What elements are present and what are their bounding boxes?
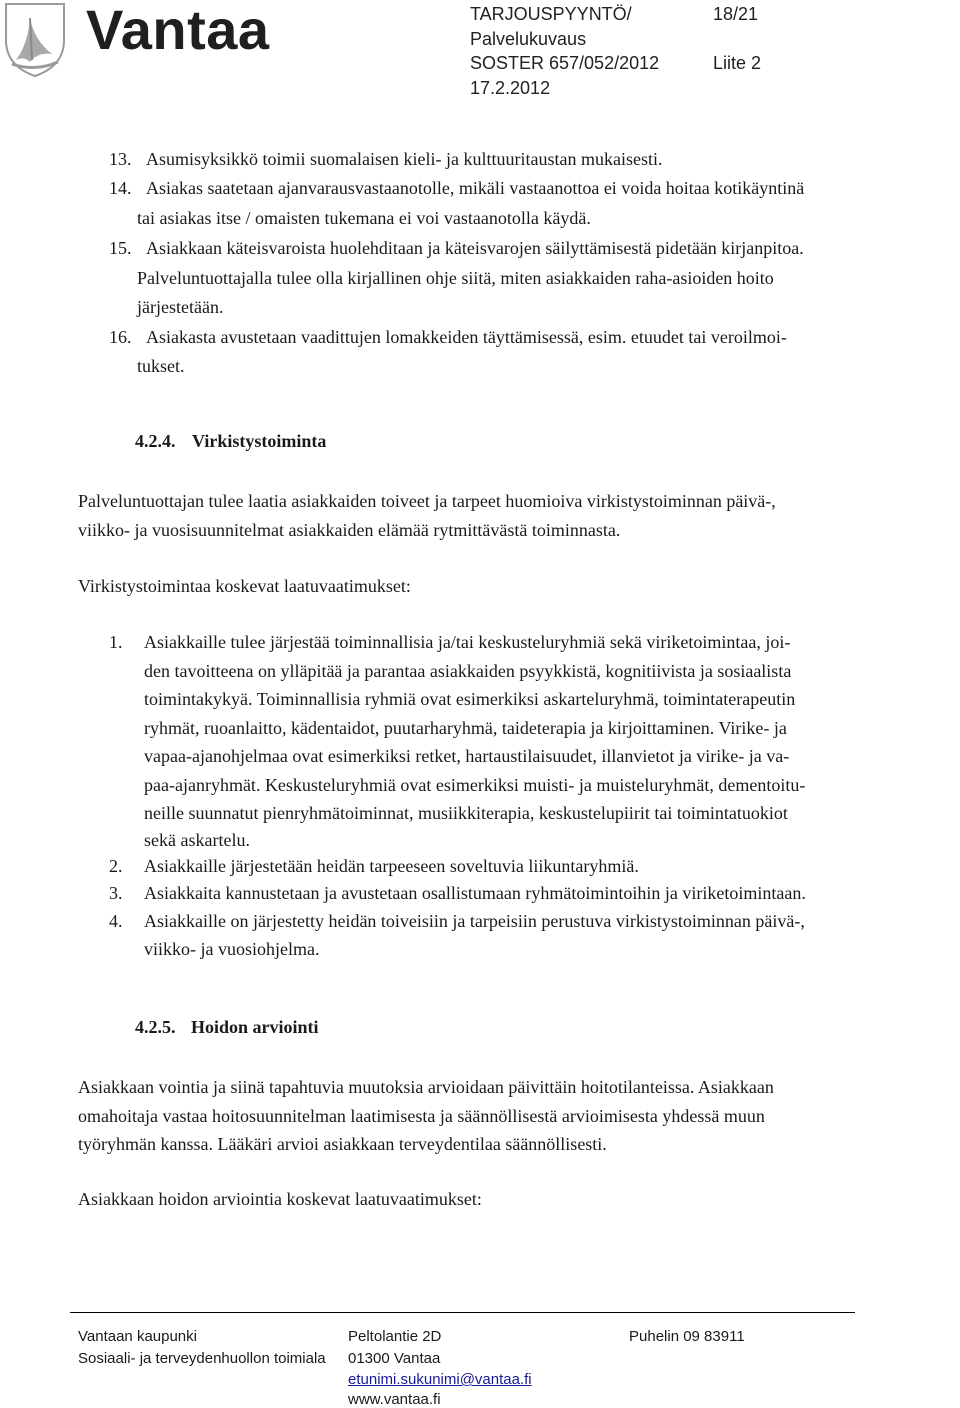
- footer-email-link[interactable]: etunimi.sukunimi@vantaa.fi: [348, 1371, 532, 1388]
- section-title: Virkistystoiminta: [192, 431, 327, 451]
- list-item-line: Asiakkaan käteisvaroista huolehditaan ja käteisvarojen säilyttämisestä pidetään kirjanpitoa.: [146, 238, 804, 258]
- list-number: 4.: [109, 911, 123, 931]
- footer-department: Sosiaali- ja terveydenhuollon toimiala: [78, 1350, 326, 1367]
- paragraph-line: viikko- ja vuosisuunnitelmat asiakkaiden elämää rytmittävästä toiminnasta.: [78, 520, 621, 540]
- list-item-line: paa-ajanryhmät. Keskusteluryhmiä ovat esimerkiksi muisti- ja muisteluryhmät, dementoitu-: [144, 775, 806, 795]
- list-item-line: den tavoitteena on ylläpitää ja parantaa asiakkaiden psyykkistä, kognitiivista ja sosiaalista: [144, 661, 792, 681]
- list-number: 15.: [109, 238, 132, 258]
- list-item-line: Palveluntuottajalla tulee olla kirjallinen ohje siitä, miten asiakkaiden raha-asioiden hoito: [137, 268, 774, 288]
- paragraph-line: Asiakkaan vointia ja siinä tapahtuvia muutoksia arvioidaan päivittäin hoitotilanteissa. Asiakkaan: [78, 1077, 774, 1097]
- paragraph-line: Palveluntuottajan tulee laatia asiakkaiden toiveet ja tarpeet huomioiva virkistystoiminnan päivä-,: [78, 491, 776, 511]
- list-number: 14.: [109, 178, 132, 198]
- doc-type: TARJOUSPYYNTÖ/: [470, 4, 632, 24]
- reference-number: SOSTER 657/052/2012: [470, 53, 660, 73]
- footer-divider: [70, 1312, 855, 1313]
- list-number: 13.: [109, 149, 132, 169]
- document-date: 17.2.2012: [470, 78, 551, 98]
- page-number: 18/21: [713, 4, 759, 24]
- vantaa-crest-logo: [0, 0, 70, 78]
- paragraph-line: työryhmän kanssa. Lääkäri arvioi asiakkaan terveydentilaa säännöllisesti.: [78, 1134, 607, 1154]
- list-number: 16.: [109, 327, 132, 347]
- footer-postal: 01300 Vantaa: [348, 1350, 441, 1367]
- list-item-line: Asiakkaita kannustetaan ja avustetaan osallistumaan ryhmätoimintoihin ja viriketoimintaan.: [144, 883, 806, 903]
- list-item-line: vapaa-ajanohjelmaa ovat esimerkiksi retket, hartaustilaisuudet, illanvietot ja virike- ja va-: [144, 746, 790, 766]
- list-item-line: toimintakykyä. Toiminnallisia ryhmiä ovat esimerkiksi askarteluryhmä, toimintaterapeutin: [144, 689, 796, 709]
- list-item-line: Asiakkaille on järjestetty heidän toiveisiin ja tarpeisiin perustuva virkistystoiminnan päivä-,: [144, 911, 805, 931]
- footer-street: Peltolantie 2D: [348, 1328, 442, 1345]
- list-item-line: järjestetään.: [137, 297, 224, 317]
- list-number: 3.: [109, 883, 123, 903]
- list-number: 2.: [109, 856, 123, 876]
- attachment-label: Liite 2: [713, 53, 762, 73]
- brand-wordmark: Vantaa: [86, 0, 270, 61]
- footer-organization: Vantaan kaupunki: [78, 1328, 197, 1345]
- list-item-line: tukset.: [137, 356, 185, 376]
- list-item-line: Asumisyksikkö toimii suomalaisen kieli- ja kulttuuritaustan mukaisesti.: [146, 149, 663, 169]
- list-item-line: Asiakkaille järjestetään heidän tarpeeseen soveltuvia liikuntaryhmiä.: [144, 856, 639, 876]
- footer-phone: Puhelin 09 83911: [629, 1328, 745, 1345]
- list-item-line: neille suunnatut pienryhmätoiminnat, musiikkiterapia, keskustelupiirit tai toimintatuokiot: [144, 803, 788, 823]
- section-title: Hoidon arviointi: [191, 1017, 319, 1037]
- list-item-line: ryhmät, ruoanlaitto, kädentaidot, puutarharyhmä, taideterapia ja kirjoittaminen. Virike- ja: [144, 718, 787, 738]
- section-number: 4.2.4.: [135, 431, 176, 451]
- list-item-line: sekä askartelu.: [144, 830, 250, 850]
- list-item-line: Asiakkaille tulee järjestää toiminnallisia ja/tai keskusteluryhmiä sekä viriketoimintaa, joi-: [144, 632, 791, 652]
- list-item-line: viikko- ja vuosiohjelma.: [144, 939, 320, 959]
- list-item-line: tai asiakas itse / omaisten tukemana ei voi vastaanotolla käydä.: [137, 208, 591, 228]
- section-number: 4.2.5.: [135, 1017, 176, 1037]
- list-item-line: Asiakasta avustetaan vaadittujen lomakkeiden täyttämisessä, esim. etuudet tai veroilmoi-: [146, 327, 787, 347]
- list-number: 1.: [109, 632, 123, 652]
- requirements-label: Asiakkaan hoidon arviointia koskevat laatuvaatimukset:: [78, 1189, 482, 1209]
- paragraph-line: omahoitaja vastaa hoitosuunnitelman laatimisesta ja säännöllisestä arvioimisesta yhdessä muun: [78, 1106, 765, 1126]
- list-item-line: Asiakas saatetaan ajanvarausvastaanotolle, mikäli vastaanottoa ei voida hoitaa kotikäyntinä: [146, 178, 805, 198]
- footer-website[interactable]: www.vantaa.fi: [348, 1391, 441, 1408]
- requirements-label: Virkistystoimintaa koskevat laatuvaatimukset:: [78, 576, 411, 596]
- doc-subtitle: Palvelukuvaus: [470, 29, 587, 49]
